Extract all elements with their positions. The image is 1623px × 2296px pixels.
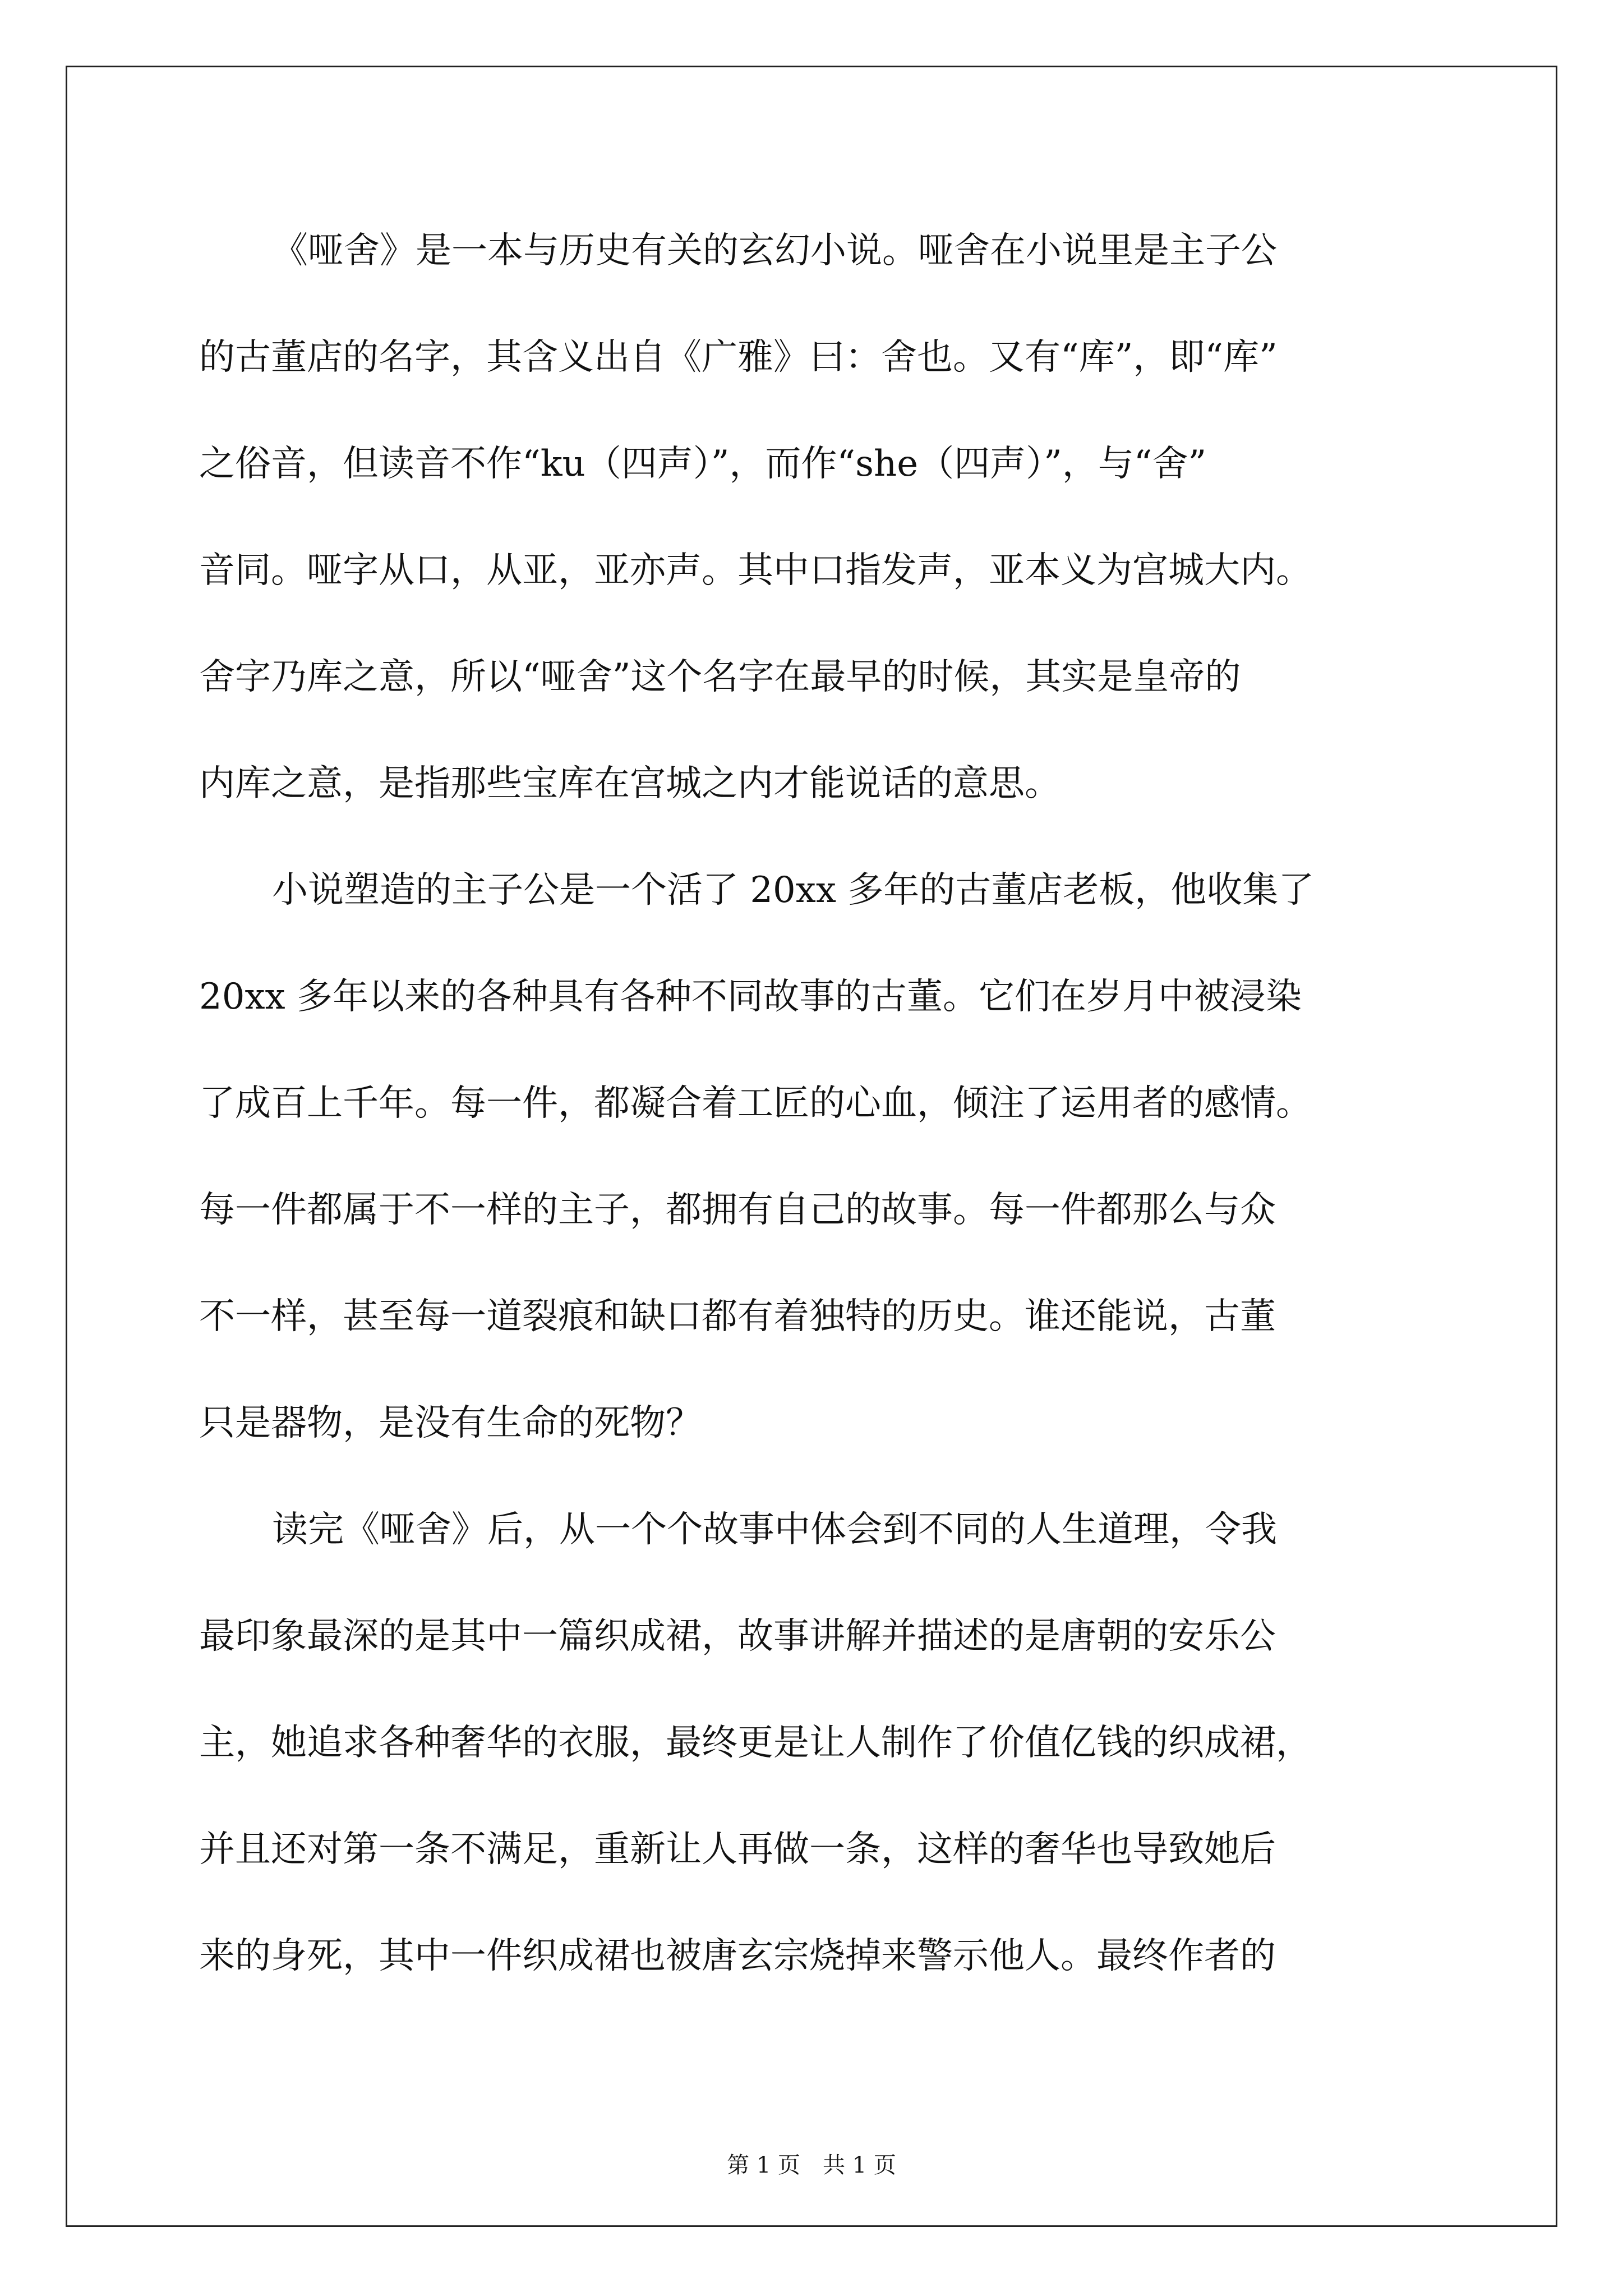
paragraph-2-line-2: 20xx 多年以来的各种具有各种不同故事的古董。它们在岁月中被浸染 [199,976,1302,1018]
paragraph-1-line-4: 音同。哑字从口，从亚，亚亦声。其中口指发声，亚本义为宫城大内。 [199,550,1312,591]
paragraph-1-line-6: 内库之意，是指那些宝库在宫城之内才能说话的意思。 [199,763,1061,804]
paragraph-1-line-5: 舍字乃库之意，所以“哑舍”这个名字在最早的时候，其实是皇帝的 [199,656,1241,698]
paragraph-2-line-5: 不一样，甚至每一道裂痕和缺口都有着独特的历史。谁还能说，古董 [199,1296,1276,1337]
paragraph-2-line-3: 了成百上千年。每一件，都凝合着工匠的心血，倾注了运用者的感情。 [199,1083,1312,1124]
paragraph-1-line-3: 之俗音，但读音不作“ku（四声）”，而作“she（四声）”，与“舍” [199,443,1207,485]
paragraph-3-line-1: 读完《哑舍》后，从一个个故事中体会到不同的人生道理，令我 [272,1509,1277,1550]
page-number-footer: 第 1 页 共 1 页 [727,2152,896,2178]
paragraph-2-line-1: 小说塑造的主子公是一个活了 20xx 多年的古董店老板，他收集了 [272,869,1315,911]
paragraph-1-line-2: 的古董店的名字，其含义出自《广雅》曰：舍也。又有“库”，即“库” [199,337,1278,378]
page-border [66,66,1557,2227]
paragraph-2-line-6: 只是器物，是没有生命的死物？ [199,1402,702,1444]
paragraph-3-line-5: 来的身死，其中一件织成裙也被唐玄宗烧掉来警示他人。最终作者的 [199,1935,1276,1977]
paragraph-3-line-2: 最印象最深的是其中一篇织成裙，故事讲解并描述的是唐朝的安乐公 [199,1616,1276,1657]
paragraph-3-line-4: 并且还对第一条不满足，重新让人再做一条，这样的奢华也导致她后 [199,1829,1276,1870]
paragraph-2-line-4: 每一件都属于不一样的主子，都拥有自己的故事。每一件都那么与众 [199,1189,1276,1231]
paragraph-1-line-1: 《哑舍》是一本与历史有关的玄幻小说。哑舍在小说里是主子公 [272,230,1277,272]
paragraph-3-line-3: 主，她追求各种奢华的衣服，最终更是让人制作了价值亿钱的织成裙， [199,1722,1312,1764]
